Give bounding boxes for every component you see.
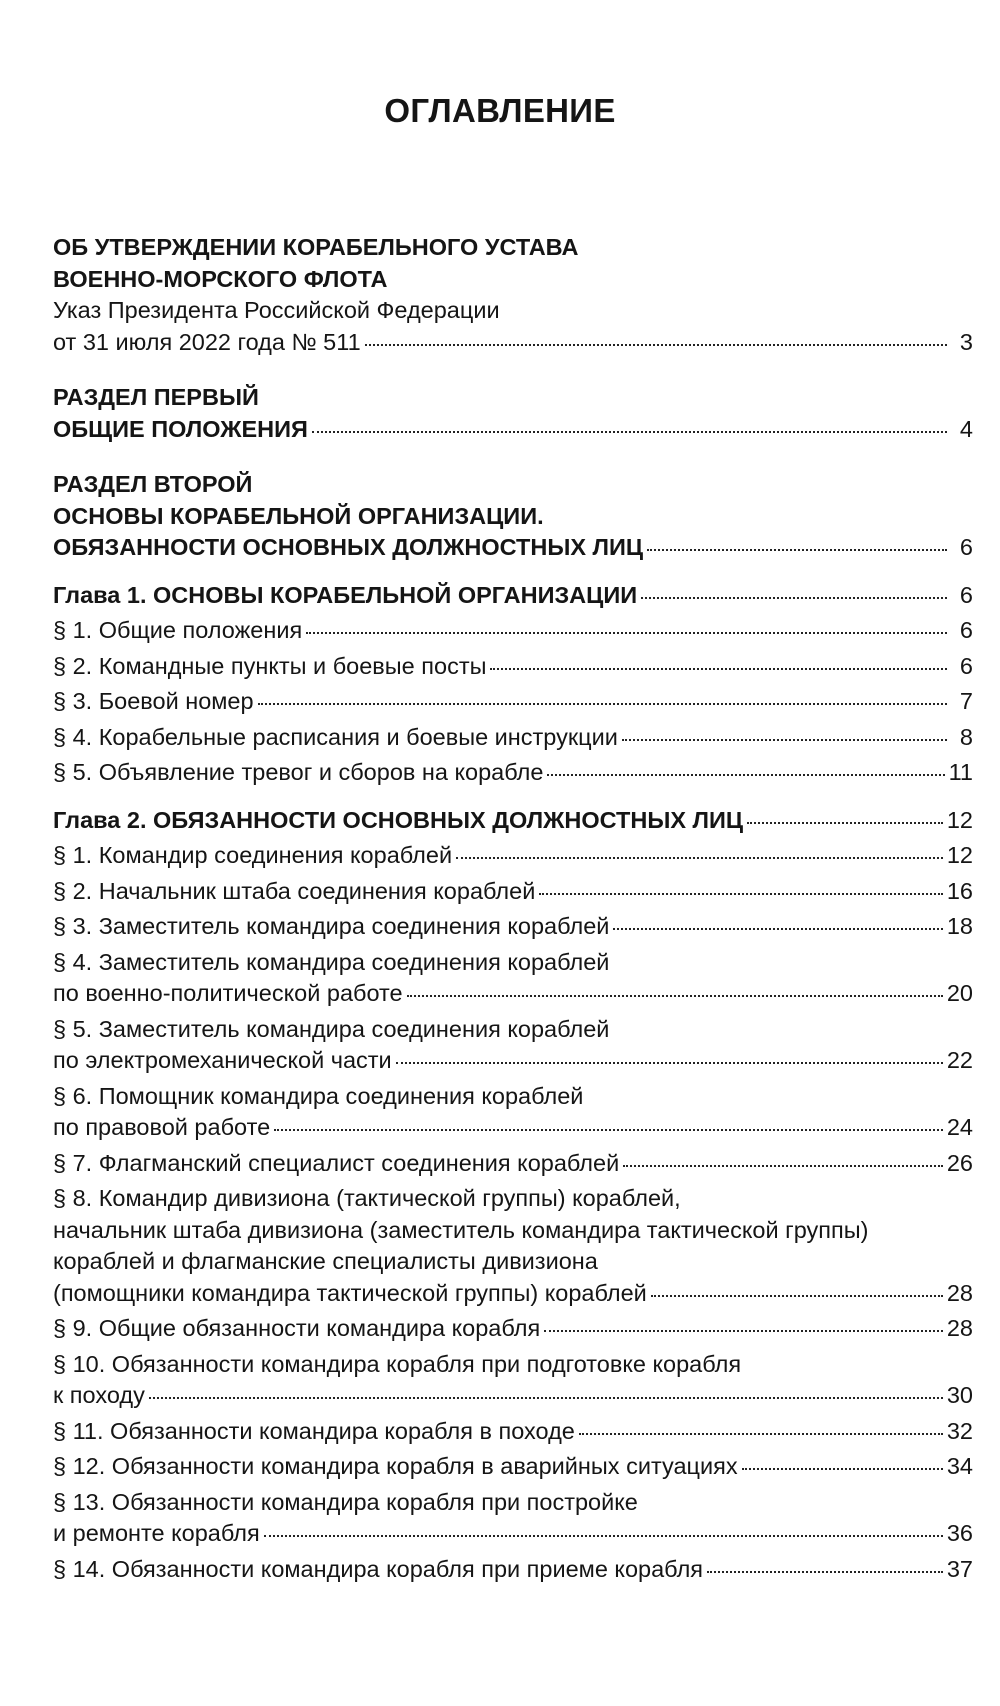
toc-entry-line: § 7. Флагманский специалист соединения кораблей — [53, 1149, 620, 1176]
page-title: ОГЛАВЛЕНИЕ — [384, 92, 616, 129]
toc-entry-line: ОБЩИЕ ПОЛОЖЕНИЯ — [53, 415, 308, 442]
dot-leader — [149, 1397, 943, 1399]
page-number: 4 — [959, 415, 973, 442]
dot-leader — [742, 1468, 943, 1470]
toc-entry-line: § 14. Обязанности командира корабля при приеме корабля — [53, 1555, 704, 1582]
toc-entry-line: ВОЕННО-МОРСКОГО ФЛОТА — [53, 265, 388, 292]
page-number: 12 — [946, 842, 973, 868]
dot-leader — [264, 1535, 943, 1537]
toc-entry-para[interactable] — [53, 1487, 973, 1550]
toc-entry-para[interactable] — [53, 947, 973, 1010]
dot-leader — [613, 928, 942, 930]
dot-leader — [623, 1165, 943, 1167]
toc-entry-leader-row — [53, 722, 973, 754]
toc-entry-para[interactable] — [53, 686, 973, 718]
toc-entry-line: § 1. Командир соединения кораблей — [53, 842, 453, 868]
toc-entry-para[interactable] — [53, 840, 973, 872]
toc-entry-line: по военно-политической работе — [53, 980, 403, 1006]
dot-leader — [651, 1295, 943, 1297]
toc-entry-line: начальник штаба дивизиона (заместитель командира тактической группы) — [53, 1216, 869, 1243]
toc-entry-leader-row — [53, 978, 973, 1010]
toc-entry-leader-row — [53, 1148, 973, 1180]
dot-leader — [539, 893, 943, 895]
toc-entry-leader-row — [53, 1416, 973, 1448]
toc-entry-line: § 4. Заместитель командира соединения кораблей — [53, 948, 610, 975]
page-number: 20 — [946, 980, 973, 1006]
toc-entry-leader-row — [53, 805, 973, 837]
dot-leader — [274, 1129, 943, 1131]
toc-entry-leader-row — [53, 1554, 973, 1586]
toc-entry-para[interactable] — [53, 1349, 973, 1412]
toc-entry-line: кораблей и флагманские специалисты дивизиона — [53, 1248, 598, 1274]
toc-entry-chapter[interactable] — [53, 580, 973, 612]
toc-entry-leader-row — [53, 840, 973, 872]
toc-entry-line: § 3. Заместитель командира соединения кораблей — [53, 913, 610, 939]
toc-entry-line: по электромеханической части — [53, 1047, 392, 1073]
dot-leader — [365, 344, 947, 346]
toc-entry-leader-row — [53, 1045, 973, 1077]
dot-leader — [407, 995, 943, 997]
toc-entry-line: ОСНОВЫ КОРАБЕЛЬНОЙ ОРГАНИЗАЦИИ. — [53, 502, 544, 529]
dot-leader — [312, 431, 947, 433]
toc-entry-para[interactable] — [53, 722, 973, 754]
toc-entry-leader-row — [53, 1112, 973, 1144]
toc-entry-line: § 11. Обязанности командира корабля в походе — [53, 1417, 575, 1444]
toc-entry-leader-row — [53, 532, 973, 564]
dot-leader — [579, 1433, 943, 1435]
page-number: 34 — [946, 1453, 973, 1479]
toc-entry-para[interactable] — [53, 911, 973, 943]
page-number: 6 — [959, 617, 973, 643]
toc-entry-para[interactable] — [53, 1183, 973, 1309]
toc-entry-chapter[interactable] — [53, 805, 973, 837]
toc-entry-line: § 8. Командир дивизиона (тактической группы) кораблей, — [53, 1185, 681, 1211]
dot-leader — [306, 632, 947, 634]
toc-entry-leader-row — [53, 686, 973, 718]
toc-entry-line: § 1. Общие положения — [53, 617, 303, 643]
toc-entry-leader-row — [53, 876, 973, 908]
toc-entry-line: § 6. Помощник командира соединения кораблей — [53, 1082, 584, 1109]
toc-entry-leader-row — [53, 580, 973, 612]
toc-entry-line: к походу — [53, 1382, 145, 1408]
toc-entry-para[interactable] — [53, 1081, 973, 1144]
toc-entry-line: § 5. Заместитель командира соединения кораблей — [53, 1015, 610, 1042]
toc-entry-line: § 2. Командные пункты и боевые посты — [53, 652, 487, 679]
toc-entry-leader-row — [53, 1518, 973, 1550]
toc-entry-para[interactable] — [53, 1313, 973, 1345]
page-number: 6 — [959, 581, 973, 608]
dot-leader — [258, 703, 947, 705]
dot-leader — [622, 739, 947, 741]
toc-entry-para[interactable] — [53, 615, 973, 647]
toc-entry-para[interactable] — [53, 1451, 973, 1483]
toc-entry-para[interactable] — [53, 651, 973, 683]
toc-entry-leader-row — [53, 1451, 973, 1483]
page-number: 18 — [946, 913, 973, 939]
page-number: 12 — [946, 806, 973, 833]
toc-entry-line: § 12. Обязанности командира корабля в аварийных ситуациях — [53, 1453, 738, 1479]
toc-entry-para[interactable] — [53, 757, 973, 789]
dot-leader — [396, 1062, 943, 1064]
toc-entry-line: Глава 1. ОСНОВЫ КОРАБЕЛЬНОЙ ОРГАНИЗАЦИИ — [53, 581, 638, 608]
toc-entry-line: (помощники командира тактической группы) кораблей — [53, 1279, 647, 1306]
page-number: 7 — [959, 688, 973, 714]
toc-entry-line: § 2. Начальник штаба соединения кораблей — [53, 877, 536, 904]
page-number: 32 — [946, 1417, 973, 1444]
toc-entry-line: РАЗДЕЛ ПЕРВЫЙ — [53, 384, 259, 410]
toc-entry-leader-row — [53, 327, 973, 359]
toc-entry-line: § 3. Боевой номер — [53, 688, 254, 714]
toc-entry-para[interactable] — [53, 1416, 973, 1448]
page-number: 11 — [948, 759, 973, 785]
page-number: 6 — [959, 652, 973, 679]
toc-entry-para[interactable] — [53, 1014, 973, 1077]
toc-entry-line: Глава 2. ОБЯЗАННОСТИ ОСНОВНЫХ ДОЛЖНОСТНЫХ ЛИЦ — [53, 806, 744, 833]
toc-entry-leader-row — [53, 1380, 973, 1412]
toc-entry-para[interactable] — [53, 876, 973, 908]
toc-entry-leader-row — [53, 757, 973, 789]
dot-leader — [641, 597, 947, 599]
toc-entry-line: и ремонте корабля — [53, 1520, 260, 1546]
page-number: 16 — [946, 877, 973, 904]
page-number: 3 — [959, 328, 973, 355]
toc-entry-line: РАЗДЕЛ ВТОРОЙ — [53, 471, 253, 497]
page-number: 28 — [946, 1279, 973, 1306]
dot-leader — [707, 1571, 943, 1573]
page-number: 37 — [946, 1555, 973, 1582]
toc-entry-para[interactable] — [53, 1148, 973, 1180]
page-number: 26 — [946, 1149, 973, 1176]
toc-entry-intro[interactable] — [53, 232, 973, 358]
toc-entry-section[interactable] — [53, 382, 973, 445]
toc-entry-leader-row — [53, 651, 973, 683]
dot-leader — [490, 668, 947, 670]
toc-entry-leader-row — [53, 615, 973, 647]
toc-entry-line: по правовой работе — [53, 1114, 271, 1140]
page-number: 22 — [946, 1047, 973, 1073]
dot-leader — [547, 774, 944, 776]
toc-entry-line: § 9. Общие обязанности командира корабля — [53, 1315, 541, 1341]
toc-entry-leader-row — [53, 911, 973, 943]
toc-entry-line: ОБ УТВЕРЖДЕНИИ КОРАБЕЛЬНОГО УСТАВА — [53, 234, 579, 260]
toc-entry-line: § 13. Обязанности командира корабля при постройке — [53, 1488, 638, 1515]
page-number: 6 — [959, 534, 973, 560]
dot-leader — [747, 822, 943, 824]
toc-entry-leader-row — [53, 1278, 973, 1310]
page-number: 8 — [959, 723, 973, 750]
toc-entry-leader-row — [53, 414, 973, 446]
toc-entry-line: § 10. Обязанности командира корабля при подготовке корабля — [53, 1350, 742, 1377]
toc-entry-leader-row — [53, 1313, 973, 1345]
toc-entry-para[interactable] — [53, 1554, 973, 1586]
toc-entry-line: § 4. Корабельные расписания и боевые инструкции — [53, 723, 618, 750]
page-number: 28 — [946, 1315, 973, 1341]
dot-leader — [544, 1330, 943, 1332]
toc-entry-line: Указ Президента Российской Федерации — [53, 297, 500, 323]
dot-leader — [456, 857, 943, 859]
page-number: 24 — [946, 1114, 973, 1140]
page-number: 30 — [946, 1382, 973, 1408]
dot-leader — [647, 549, 947, 551]
toc-entry-section[interactable] — [53, 469, 973, 564]
toc-entry-line: § 5. Объявление тревог и сборов на корабле — [53, 759, 544, 785]
toc-entry-line: ОБЯЗАННОСТИ ОСНОВНЫХ ДОЛЖНОСТНЫХ ЛИЦ — [53, 534, 644, 560]
page-number: 36 — [946, 1520, 973, 1546]
toc-entry-line: от 31 июля 2022 года № 511 — [53, 328, 361, 355]
table-of-contents — [53, 232, 973, 1585]
